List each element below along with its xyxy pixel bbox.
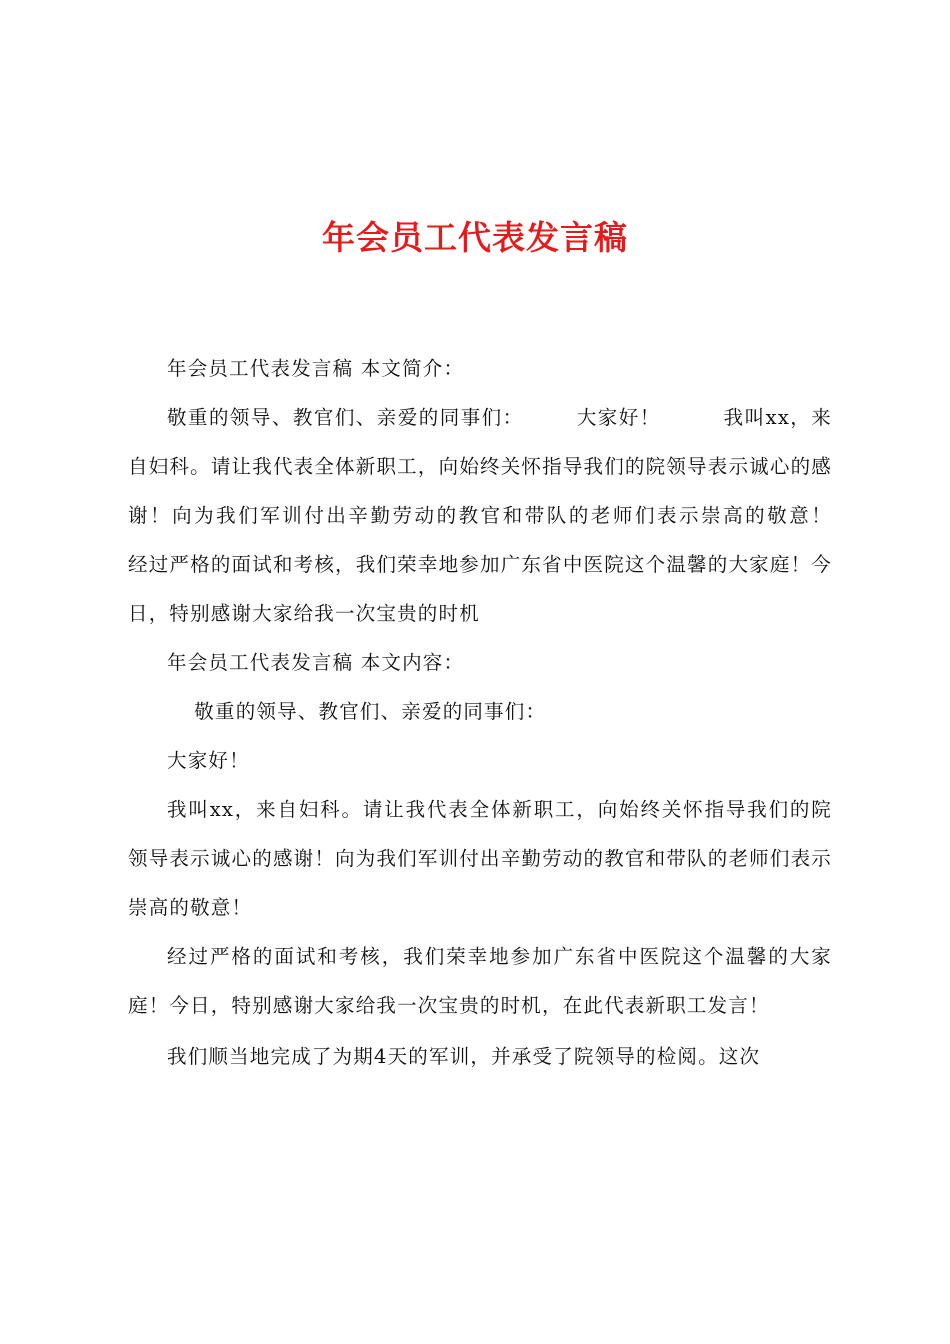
greeting-salutation: 敬重的领导、教官们、亲爱的同事们： xyxy=(194,700,547,723)
document-title: 年会员工代表发言稿 xyxy=(322,218,628,257)
paragraph-introduction: 我叫xx，来自妇科。请让我代表全体新职工，向始终关怀指导我们的院领导表示诚心的感谢！向为我们军训付出辛勤劳动的教官和带队的老师们表示崇高的敬意！ xyxy=(128,798,832,919)
summary-heading: 年会员工代表发言稿 本文简介： xyxy=(167,357,465,380)
content-heading: 年会员工代表发言稿 本文内容： xyxy=(167,651,465,674)
document-body xyxy=(128,344,895,1081)
summary-text: 敬重的领导、教官们、亲爱的同事们： 大家好！ 我叫xx，来自妇科。请让我代表全体新职工，向始终关怀指导我们的院领导表示诚心的感谢！向为我们军训付出辛勤劳动的教官和带队的老师们表示崇高的敬意！ 经过严格的面试和考核，我们荣幸地参加广东省中医院这个温馨的大家庭！今日，特别感谢大家给我一次宝贵的时机 xyxy=(128,406,895,625)
paragraph-military-training: 我们顺当地完成了为期4天的军训，并承受了院领导的检阅。这次 xyxy=(167,1045,761,1068)
greeting-hello: 大家好！ xyxy=(167,749,250,772)
paragraph-joining: 经过严格的面试和考核，我们荣幸地参加广东省中医院这个温馨的大家庭！今日，特别感谢大家给我一次宝贵的时机，在此代表新职工发言！ xyxy=(128,945,832,1017)
